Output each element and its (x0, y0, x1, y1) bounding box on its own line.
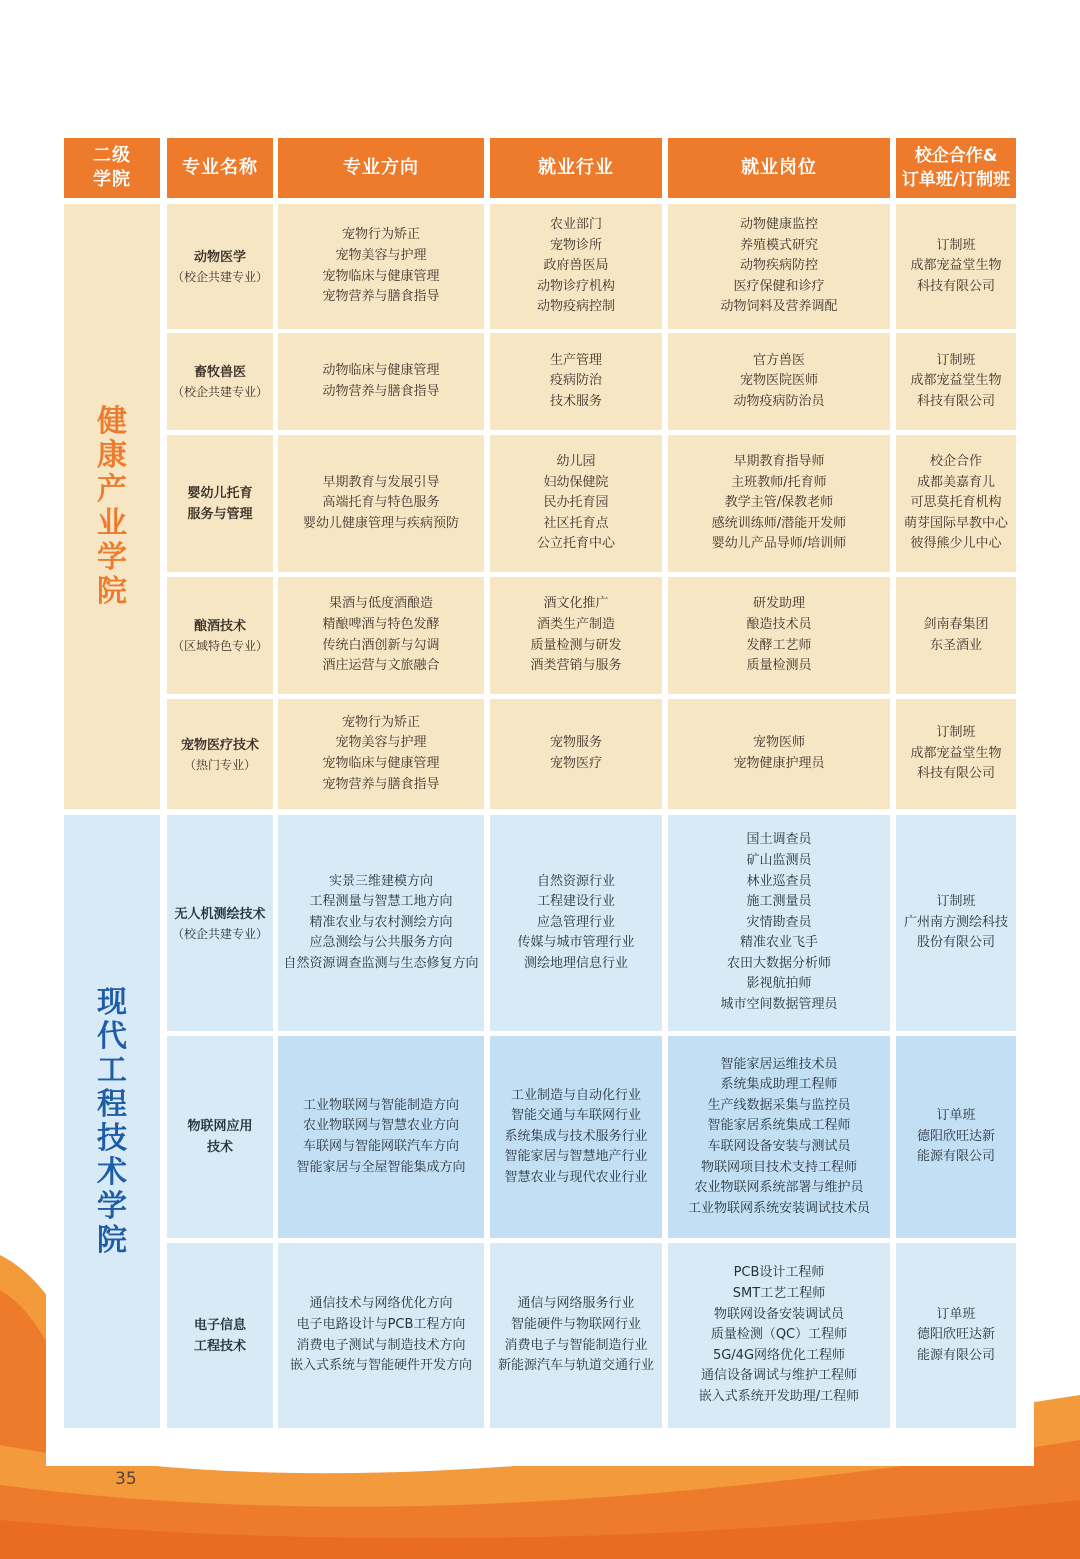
cooperation-list (923, 615, 988, 656)
major-name-line: 婴幼儿托育 (187, 485, 253, 501)
major-name (174, 904, 265, 925)
cooperation-item: 股份有限公司 (916, 935, 995, 951)
positions-item: 施工测量员 (746, 894, 812, 910)
positions-item: 动物疫病防治员 (733, 393, 825, 409)
positions-item: 5G/4G网络优化工程师 (712, 1347, 846, 1363)
major-name-line: 工程技术 (193, 1338, 246, 1354)
industries-item: 农业部门 (549, 217, 602, 233)
directions-item: 动物临床与健康管理 (322, 362, 440, 378)
major-note: （热门专业） (183, 757, 256, 772)
cooperation-item: 校企合作 (929, 454, 982, 470)
industries-item: 酒文化推广 (543, 596, 609, 612)
positions-item: 通信设备调试与维护工程师 (700, 1368, 857, 1384)
positions-item: 工业物联网系统安装调试技术员 (687, 1200, 870, 1216)
industries-item: 消费电子与智能制造行业 (504, 1337, 648, 1353)
row-5-positions-cell (668, 699, 890, 809)
industries-item: 自然资源行业 (536, 873, 615, 889)
row-6-industries-cell (490, 815, 662, 1031)
cooperation-item: 订单班 (936, 1306, 976, 1322)
cooperation-item: 科技有限公司 (916, 766, 995, 782)
header-major (167, 138, 273, 198)
positions-item: 农业物联网系统部署与维护员 (694, 1180, 864, 1196)
positions-item: 国土调查员 (746, 832, 812, 848)
major-name-line: 技术 (206, 1140, 233, 1155)
directions-item: 宠物美容与护理 (335, 735, 427, 751)
row-3-directions-cell (278, 435, 484, 572)
positions-item: 主班教师/托育师 (731, 474, 827, 490)
college-name-char: 学 (97, 1188, 127, 1224)
positions-item: 酿造技术员 (746, 616, 812, 632)
directions-item: 电子电路设计与PCB工程方向 (296, 1316, 466, 1332)
directions-item: 精准农业与农村测绘方向 (309, 914, 453, 930)
industries-item: 智能交通与车联网行业 (510, 1108, 641, 1124)
major-name (194, 1315, 246, 1357)
industries-item: 宠物医疗 (549, 756, 602, 771)
row-6-directions-cell (278, 815, 484, 1031)
directions-item: 宠物美容与护理 (335, 247, 427, 263)
cooperation-item: 订制班 (936, 725, 976, 741)
positions-list (699, 1263, 859, 1407)
positions-item: 农田大数据分析师 (726, 955, 831, 971)
directions-item: 宠物营养与膳食指导 (322, 776, 440, 792)
header-direction (278, 138, 484, 198)
positions-list (712, 452, 846, 555)
header-position (668, 138, 890, 198)
cooperation-item: 可思莫托育机构 (910, 495, 1002, 511)
industries-item: 智能家居与智慧地产行业 (504, 1149, 648, 1165)
major-name (194, 616, 246, 637)
positions-item: 物联网项目技术支持工程师 (700, 1159, 857, 1175)
cooperation-list (910, 351, 1001, 413)
directions-item: 实景三维建模方向 (328, 873, 433, 889)
industries-item: 工业制造与自动化行业 (510, 1087, 641, 1103)
industries-list (530, 594, 621, 676)
directions-list (322, 713, 439, 795)
industries-item: 通信与网络服务行业 (517, 1296, 635, 1312)
row-2-positions-cell (668, 333, 890, 430)
positions-list (746, 594, 811, 676)
directions-item: 嵌入式系统与智能硬件开发方向 (289, 1358, 472, 1374)
industries-item: 传媒与城市管理行业 (517, 935, 635, 951)
industries-list (537, 452, 615, 555)
college-name-char: 业 (97, 505, 127, 541)
positions-item: 生产线数据采集与监控员 (707, 1097, 851, 1113)
cooperation-item: 德阳欣旺达新 (916, 1128, 995, 1144)
positions-item: 智能家居系统集成工程师 (707, 1118, 851, 1134)
cooperation-item: 彼得熊少儿中心 (910, 536, 1002, 552)
industries-item: 宠物诊所 (549, 237, 602, 253)
row-2-major-cell (167, 333, 273, 430)
college-name-char: 产 (97, 471, 127, 507)
positions-list (733, 351, 824, 413)
major-name-line: 宠物医疗技术 (180, 737, 259, 753)
college-name-char: 院 (97, 573, 127, 609)
industries-item: 社区托育点 (543, 515, 609, 531)
directions-list (303, 473, 459, 535)
row-7-directions-cell (278, 1036, 484, 1238)
directions-item: 宠物临床与健康管理 (322, 756, 440, 771)
positions-item: 质量检测员 (746, 658, 812, 674)
major-name-line: 动物医学 (193, 250, 246, 265)
row-1-positions-cell (668, 204, 890, 329)
college-name-char: 代 (97, 1018, 127, 1054)
major-name (187, 1116, 252, 1158)
directions-item: 精酿啤酒与特色发酵 (322, 616, 440, 632)
industries-item: 智能硬件与物联网行业 (510, 1316, 641, 1332)
directions-item: 消费电子测试与制造技术方向 (296, 1337, 466, 1353)
cooperation-item: 成都宠益堂生物 (910, 373, 1002, 389)
cooperation-item: 成都美嘉育儿 (916, 474, 995, 490)
header-college-line-1: 二级 (93, 145, 131, 166)
row-3-cooperation-cell (896, 435, 1016, 572)
header-college-line-2: 学院 (93, 169, 131, 190)
industries-list (550, 351, 602, 413)
row-5-cooperation-cell (896, 699, 1016, 809)
cooperation-list (904, 892, 1008, 954)
cooperation-item: 德阳欣旺达新 (916, 1327, 995, 1343)
positions-item: 影视航拍师 (746, 976, 812, 992)
positions-item: 官方兽医 (752, 352, 805, 368)
major-name (181, 735, 259, 756)
major-name-line: 电子信息 (193, 1317, 246, 1333)
page-number: 35 (115, 1469, 137, 1489)
positions-item: 动物疾病防控 (739, 258, 818, 274)
industries-list (504, 1086, 647, 1189)
industries-item: 政府兽医局 (543, 258, 609, 274)
positions-item: 医疗保健和诊疗 (733, 278, 825, 294)
industries-item: 公立托育中心 (536, 536, 615, 552)
directions-list (322, 225, 439, 307)
row-8-directions-cell (278, 1243, 484, 1428)
industries-item: 工程建设行业 (536, 894, 615, 910)
directions-item: 宠物营养与膳食指导 (322, 289, 440, 305)
positions-item: 矿山监测员 (746, 852, 812, 868)
cooperation-item: 科技有限公司 (916, 393, 995, 409)
cooperation-item: 订制班 (936, 352, 976, 368)
positions-item: 质量检测（QC）工程师 (710, 1327, 848, 1343)
positions-item: 动物饲料及营养调配 (720, 299, 838, 315)
row-4-directions-cell (278, 577, 484, 694)
row-5-industries-cell (490, 699, 662, 809)
row-2-directions-cell (278, 333, 484, 430)
directions-item: 宠物临床与健康管理 (322, 268, 440, 284)
cooperation-item: 成都宠益堂生物 (910, 745, 1002, 761)
header-cooperation-line-2: 订单班/订制班 (901, 170, 1011, 190)
cooperation-item: 订制班 (936, 237, 976, 253)
cooperation-item: 订制班 (936, 894, 976, 910)
directions-list (322, 594, 439, 676)
row-2-cooperation-cell (896, 333, 1016, 430)
directions-item: 宠物行为矫正 (341, 227, 420, 243)
industries-item: 酒类营销与服务 (530, 658, 622, 674)
header-industry (490, 138, 662, 198)
directions-item: 工程测量与智慧工地方向 (309, 894, 453, 910)
industries-item: 质量检测与研发 (530, 637, 622, 653)
row-8-major-cell (167, 1243, 273, 1428)
cooperation-item: 东圣酒业 (929, 637, 982, 653)
positions-list (688, 1055, 870, 1220)
row-1-industries-cell (490, 204, 662, 329)
positions-item: 感统训练师/潜能开发师 (711, 515, 847, 531)
major-note: （校企共建专业） (171, 926, 268, 941)
major-name (187, 483, 252, 525)
major-name (194, 362, 246, 383)
industries-item: 动物疫病控制 (536, 299, 615, 315)
college-engineering (64, 815, 160, 1428)
college-name-char: 健 (97, 403, 127, 439)
positions-item: 婴幼儿产品导师/培训师 (711, 536, 847, 552)
major-note: （校企共建专业） (171, 270, 268, 284)
header-college (64, 138, 160, 198)
positions-item: 教学主管/保教老师 (724, 495, 834, 511)
row-1-major-cell (167, 204, 273, 329)
header-position-label: 就业岗位 (741, 157, 817, 178)
directions-item: 工业物联网与智能制造方向 (302, 1097, 459, 1113)
industries-item: 智慧农业与现代农业行业 (504, 1169, 648, 1185)
college-health (64, 204, 160, 809)
positions-item: 精准农业飞手 (739, 935, 818, 951)
major-name-line: 畜牧兽医 (193, 365, 246, 380)
cooperation-item: 剑南春集团 (923, 616, 989, 632)
cooperation-item: 能源有限公司 (916, 1149, 995, 1165)
row-4-cooperation-cell (896, 577, 1016, 694)
row-6-major-cell (167, 815, 273, 1031)
major-name-line: 酿酒技术 (193, 619, 246, 634)
row-3-major-cell (167, 435, 273, 572)
row-4-industries-cell (490, 577, 662, 694)
industries-item: 民办托育园 (543, 495, 609, 511)
industries-list (537, 215, 615, 318)
row-5-directions-cell (278, 699, 484, 809)
directions-item: 车联网与智能网联汽车方向 (302, 1139, 459, 1154)
cooperation-list (910, 723, 1001, 785)
major-name (194, 247, 246, 268)
row-3-industries-cell (490, 435, 662, 572)
major-name-line: 服务与管理 (187, 506, 253, 522)
row-6-positions-cell (668, 815, 890, 1031)
row-7-industries-cell (490, 1036, 662, 1238)
industries-item: 疫病防治 (549, 373, 602, 389)
industries-item: 新能源汽车与轨道交通行业 (497, 1358, 654, 1374)
college-name-char: 工 (97, 1052, 127, 1088)
row-7-major-cell (167, 1036, 273, 1238)
positions-list (720, 830, 837, 1015)
industries-item: 应急管理行业 (536, 914, 615, 930)
positions-item: SMT工艺工程师 (732, 1286, 826, 1302)
cooperation-item: 能源有限公司 (916, 1347, 995, 1363)
row-4-major-cell (167, 577, 273, 694)
row-1-cooperation-cell (896, 204, 1016, 329)
row-5-major-cell (167, 699, 273, 809)
directions-item: 酒庄运营与文旅融合 (322, 658, 440, 674)
industries-list (550, 733, 602, 774)
positions-item: 城市空间数据管理员 (720, 997, 838, 1013)
college-name-char: 学 (97, 539, 127, 575)
industries-item: 生产管理 (549, 352, 602, 368)
positions-item: 车联网设备安装与测试员 (707, 1139, 851, 1154)
cooperation-item: 订单班 (936, 1108, 976, 1124)
directions-list (283, 872, 478, 975)
directions-item: 高端托育与特色服务 (322, 495, 440, 511)
row-4-positions-cell (668, 577, 890, 694)
header-major-label: 专业名称 (182, 157, 258, 178)
cooperation-item: 成都宠益堂生物 (910, 258, 1002, 274)
row-2-industries-cell (490, 333, 662, 430)
college-name-char: 术 (97, 1154, 127, 1190)
header-cooperation (896, 138, 1016, 198)
row-1-directions-cell (278, 204, 484, 329)
industries-item: 幼儿园 (556, 454, 596, 470)
row-8-positions-cell (668, 1243, 890, 1428)
cooperation-item: 广州南方测绘科技 (903, 914, 1008, 930)
positions-item: 早期教育指导师 (733, 454, 825, 470)
directions-item: 农业物联网与智慧农业方向 (302, 1118, 459, 1134)
header-industry-label: 就业行业 (538, 157, 614, 178)
directions-item: 传统白酒创新与勾调 (322, 637, 440, 653)
industries-item: 妇幼保健院 (543, 474, 609, 490)
positions-item: 发酵工艺师 (746, 637, 812, 653)
college-name-char: 院 (97, 1222, 127, 1258)
positions-item: 智能家居运维技术员 (720, 1056, 838, 1072)
college-name-char: 现 (97, 984, 127, 1020)
cooperation-list (917, 1106, 995, 1168)
major-note: （校企共建专业） (171, 385, 268, 399)
industries-list (498, 1294, 654, 1376)
industries-item: 酒类生产制造 (536, 616, 615, 632)
industries-list (517, 872, 634, 975)
cooperation-list (917, 1305, 995, 1367)
positions-item: 宠物健康护理员 (733, 756, 825, 771)
directions-item: 通信技术与网络优化方向 (309, 1296, 453, 1312)
positions-item: 养殖模式研究 (739, 237, 818, 253)
row-3-positions-cell (668, 435, 890, 572)
college-name-char: 程 (97, 1086, 127, 1122)
industries-item: 测绘地理信息行业 (523, 955, 628, 971)
positions-list (720, 215, 837, 318)
major-name-line: 物联网应用 (187, 1119, 253, 1134)
cooperation-item: 科技有限公司 (916, 278, 995, 294)
positions-item: 研发助理 (752, 596, 805, 612)
major-name-line: 无人机测绘技术 (174, 906, 266, 922)
header-cooperation-line-1: 校企合作& (914, 146, 998, 166)
directions-item: 智能家居与全屋智能集成方向 (296, 1159, 466, 1175)
college-name-char: 技 (97, 1120, 127, 1156)
row-8-industries-cell (490, 1243, 662, 1428)
major-note: （区域特色专业） (171, 639, 268, 653)
industries-item: 宠物服务 (549, 735, 602, 751)
cooperation-item: 萌芽国际早教中心 (903, 515, 1008, 531)
directions-item: 动物营养与膳食指导 (322, 383, 440, 399)
directions-item: 早期教育与发展引导 (322, 474, 440, 490)
college-name-char: 康 (97, 437, 127, 473)
positions-item: 系统集成助理工程师 (720, 1077, 838, 1093)
cooperation-list (910, 236, 1001, 298)
directions-item: 果酒与低度酒酿造 (328, 596, 433, 612)
positions-item: 宠物医师 (752, 735, 805, 751)
row-6-cooperation-cell (896, 815, 1016, 1031)
directions-item: 宠物行为矫正 (341, 714, 420, 730)
industries-item: 技术服务 (549, 393, 602, 409)
cooperation-list (904, 452, 1008, 555)
directions-item: 自然资源调查监测与生态修复方向 (283, 955, 479, 971)
directions-item: 婴幼儿健康管理与疾病预防 (302, 515, 459, 531)
positions-item: 林业巡查员 (746, 873, 812, 889)
directions-item: 应急测绘与公共服务方向 (309, 935, 453, 951)
directions-list (296, 1096, 465, 1178)
positions-item: 灾情勘查员 (746, 914, 812, 930)
industries-item: 系统集成与技术服务行业 (504, 1128, 648, 1144)
industries-item: 动物诊疗机构 (536, 278, 615, 294)
positions-item: PCB设计工程师 (733, 1265, 825, 1281)
positions-item: 嵌入式系统开发助理/工程师 (698, 1388, 860, 1404)
positions-list (733, 733, 824, 774)
directions-list (322, 361, 439, 402)
directions-list (290, 1294, 472, 1376)
row-7-positions-cell (668, 1036, 890, 1238)
positions-item: 动物健康监控 (739, 217, 818, 233)
header-direction-label: 专业方向 (343, 157, 419, 178)
row-8-cooperation-cell (896, 1243, 1016, 1428)
positions-item: 物联网设备安装调试员 (713, 1306, 844, 1322)
row-7-cooperation-cell (896, 1036, 1016, 1238)
positions-item: 宠物医院医师 (739, 373, 818, 389)
